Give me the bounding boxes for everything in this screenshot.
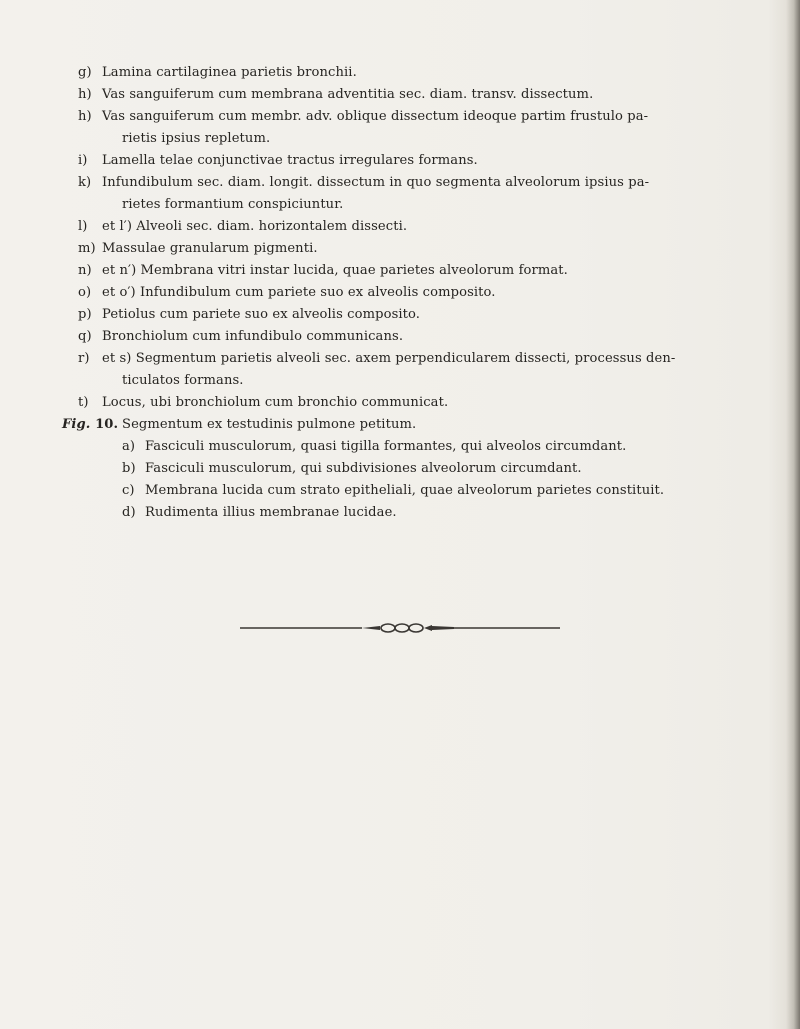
legend-text: Petiolus cum pariete suo ex alveolis composito. (102, 307, 421, 322)
legend-text: Vas sanguiferum cum membr. adv. oblique dissectum ideoque partim frustulo pa- (102, 109, 649, 124)
legend-label: c) (122, 483, 135, 498)
legend-line-o (62, 282, 752, 304)
legend-text: Lamina cartilaginea parietis bronchii. (102, 65, 357, 80)
legend-label: q) (78, 329, 92, 344)
legend-text: Fasciculi musculorum, qui subdivisiones alveolorum circumdant. (145, 461, 582, 476)
legend-text: Massulae granularum pigmenti. (102, 241, 318, 256)
legend-text: Rudimenta illius membranae lucidae. (145, 505, 397, 520)
legend-text: Infundibulum sec. diam. longit. dissectum in quo segmenta alveolorum ipsius pa- (102, 175, 650, 190)
legend-label: d) (122, 505, 136, 520)
legend-line-r-cont (62, 370, 752, 392)
legend-text: ticulatos formans. (122, 373, 244, 388)
figure-number: 10. (95, 417, 119, 432)
legend-line-g (62, 62, 752, 84)
figure-heading (62, 414, 752, 436)
legend-label: b) (122, 461, 136, 476)
legend-text: et o′) Infundibulum cum pariete suo ex alveolis composito. (102, 285, 496, 300)
legend-text: rietes formantium conspiciuntur. (122, 197, 344, 212)
legend-text: Fasciculi musculorum, quasi tigilla formantes, qui alveolos circumdant. (145, 439, 627, 454)
legend-label: l) (78, 219, 88, 234)
legend-line-k-cont (62, 194, 752, 216)
legend-line-k (62, 172, 752, 194)
legend-line-r (62, 348, 752, 370)
legend-label: g) (78, 65, 92, 80)
page-edge-shadow (786, 0, 800, 1029)
legend-line-h2-cont (62, 128, 752, 150)
legend-label: h) (78, 109, 92, 124)
legend-label: r) (78, 351, 90, 366)
legend-text: et s) Segmentum parietis alveoli sec. axem perpendicularem dissecti, processus den- (102, 351, 676, 366)
legend-label: m) (78, 241, 96, 256)
legend-text: et l′) Alveoli sec. diam. horizontalem dissecti. (102, 219, 408, 234)
legend-label: p) (78, 307, 92, 322)
legend-line-p (62, 304, 752, 326)
decorative-rule-icon (240, 622, 560, 634)
figure-word: Fig. (62, 417, 91, 432)
legend-label: n) (78, 263, 92, 278)
legend-line-q (62, 326, 752, 348)
legend-text: et n′) Membrana vitri instar lucida, quae parietes alveolorum format. (102, 263, 568, 278)
legend-line-t (62, 392, 752, 414)
figure-item-b (62, 458, 752, 480)
figure-label (62, 414, 118, 436)
legend-text: Locus, ubi bronchiolum cum bronchio communicat. (102, 395, 449, 410)
legend-text: Vas sanguiferum cum membrana adventitia sec. diam. transv. dissectum. (102, 87, 594, 102)
legend-label: a) (122, 439, 136, 454)
figure-item-a (62, 436, 752, 458)
legend-label: i) (78, 153, 88, 168)
legend-line-l (62, 216, 752, 238)
legend-label: o) (78, 285, 92, 300)
legend-line-m (62, 238, 752, 260)
legend-text: rietis ipsius repletum. (122, 131, 271, 146)
legend-line-h2 (62, 106, 752, 128)
legend-label: k) (78, 175, 92, 190)
legend-line-n (62, 260, 752, 282)
figure-item-d (62, 502, 752, 524)
legend-text: Lamella telae conjunctivae tractus irregulares formans. (102, 153, 478, 168)
legend-text: Membrana lucida cum strato epitheliali, quae alveolorum parietes constituit. (145, 483, 665, 498)
legend-label: h) (78, 87, 92, 102)
legend-line-i (62, 150, 752, 172)
legend-label: t) (78, 395, 89, 410)
legend-text: Bronchiolum cum infundibulo communicans. (102, 329, 404, 344)
legend-line-h1 (62, 84, 752, 106)
figure-legend (62, 62, 752, 524)
figure-item-c (62, 480, 752, 502)
figure-title: Segmentum ex testudinis pulmone petitum. (122, 417, 417, 432)
